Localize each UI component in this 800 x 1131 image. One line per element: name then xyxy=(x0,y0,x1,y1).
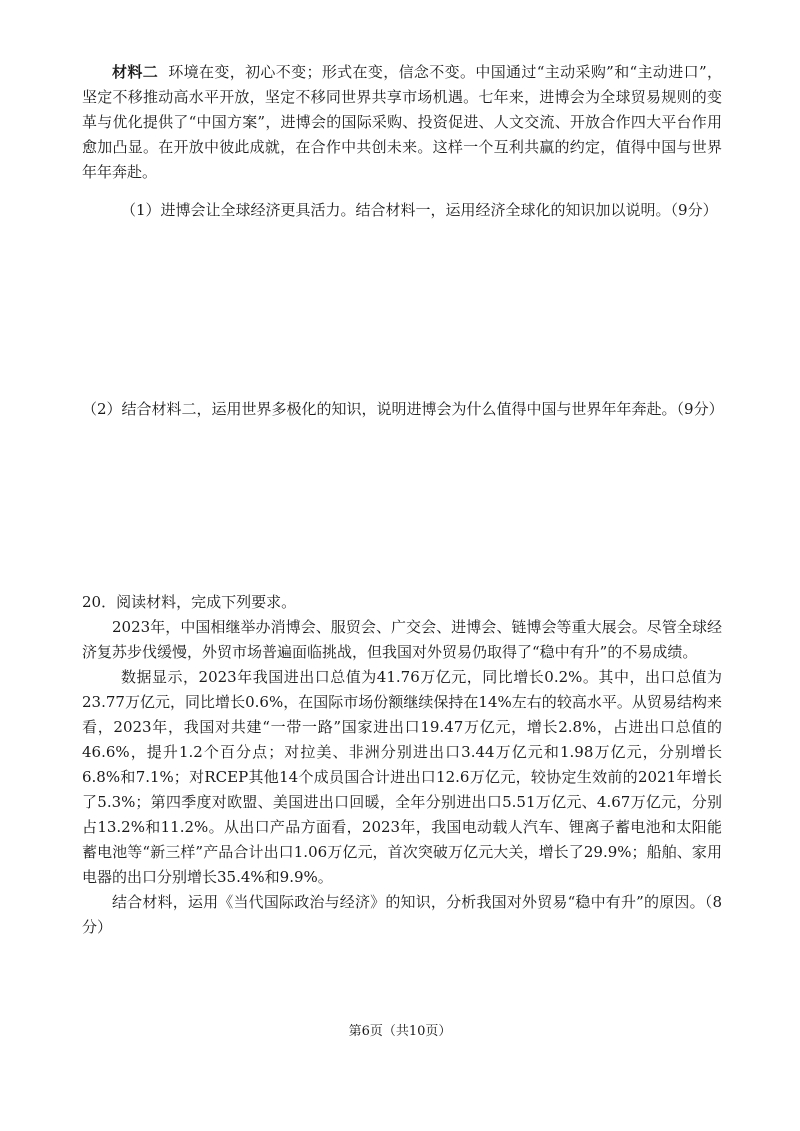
page-footer: 第6页（共10页） xyxy=(348,1024,452,1039)
material-two xyxy=(82,60,722,185)
question-19-1-text: （1）进博会让全球经济更具活力。结合材料一，运用经济全球化的知识加以说明。（9分） xyxy=(121,201,718,219)
question-20 xyxy=(82,590,722,940)
material-two-paragraph xyxy=(82,60,722,185)
question-19-1 xyxy=(82,198,722,223)
question-20-question: 结合材料，运用《当代国际政治与经济》的知识，分析我国对外贸易“稳中有升”的原因。（8分） xyxy=(82,893,722,936)
material-two-text: 环境在变，初心不变；形式在变，信念不变。中国通过“主动采购”和“主动进口”，坚定不移推动高水平开放，坚定不移同世界共享市场机遇。七年来，进博会为全球贸易规则的变革与优化提供了“中国方案”，进博会的国际采购、投资促进、人文交流、开放合作四大平台作用愈加凸显。在开放中彼此成就，在合作中共创未来。这样一个互利共赢的约定，值得中国与世界年年奔赴。 xyxy=(82,63,722,181)
question-19-2 xyxy=(82,397,722,422)
question-20-title: 20．阅读材料，完成下列要求。 xyxy=(82,593,297,611)
question-19-2-text: （2）结合材料二，运用世界多极化的知识，说明进博会为什么值得中国与世界年年奔赴。（9分） xyxy=(82,400,724,418)
question-20-paragraph-1: 2023年，中国相继举办消博会、服贸会、广交会、进博会、链博会等重大展会。尽管全球经济复苏步伐缓慢，外贸市场普遍面临挑战，但我国对外贸易仍取得了“稳中有升”的不易成绩。 xyxy=(82,618,722,661)
material-two-label: 材料二 xyxy=(112,63,159,81)
question-20-paragraph-2: 数据显示，2023年我国进出口总值为41.76万亿元，同比增长0.2%。其中，出口总值为23.77万亿元，同比增长0.6%，在国际市场份额继续保持在14%左右的较高水平。从贸易结构来看，2023年，我国对共建“一带一路”国家进出口19.47万亿元，增长2.8%，占进出口总值的46.6%，提升1.2个百分点；对拉美、非洲分别进出口3.44万亿元和1.98万亿元，分别增长6.8%和7.1%；对RCEP其他14个成员国合计进出口12.6万亿元，较协定生效前的2021年增长了5.3%；第四季度对欧盟、美国进出口回暖，全年分别进出口5.51万亿元、4.67万亿元，分别占13.2%和11.2%。从出口产品方面看，2023年，我国电动载人汽车、锂离子蓄电池和太阳能蓄电池等“新三样”产品合计出口1.06万亿元，首次突破万亿元大关，增长了29.9%；船舶、家用电器的出口分别增长35.4%和9.9%。 xyxy=(82,668,722,886)
